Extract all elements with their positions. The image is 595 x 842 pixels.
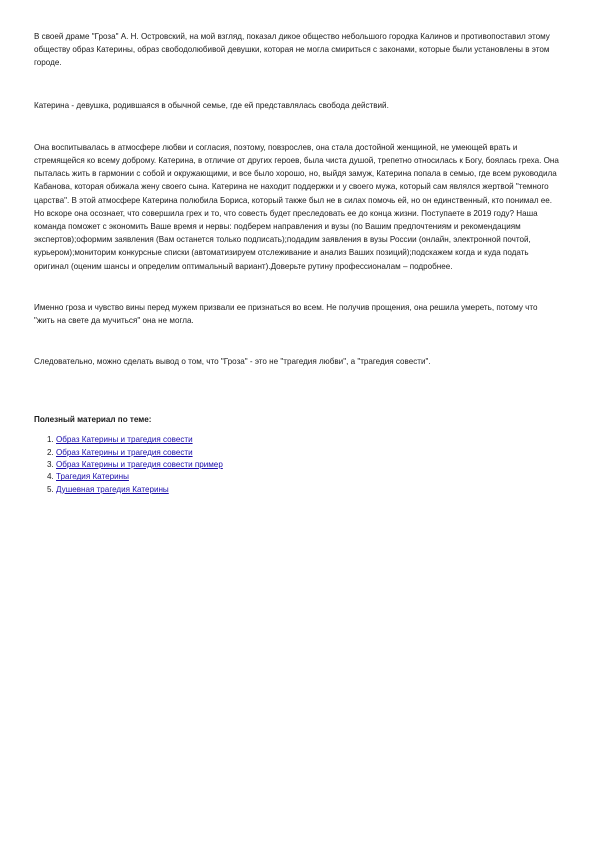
related-link-4[interactable]: Трагедия Катерины — [56, 472, 129, 482]
paragraph-conclusion: Следовательно, можно сделать вывод о том, что "Гроза" - это не "трагедия любви", а "трагедия совести". — [34, 357, 431, 367]
related-link-1[interactable]: Образ Катерины и трагедия совести — [56, 435, 193, 445]
related-link-5[interactable]: Душевная трагедия Катерины — [56, 484, 169, 494]
related-link-3[interactable]: Образ Катерины и трагедия совести пример — [56, 460, 223, 470]
paragraph-intro: В своей драме "Гроза" А. Н. Островский, на мой взгляд, показал дикое общество небольшого городка Калинов и противопоставил этому обществу образ Катерины, образ свободолюбивой девушки, которая не могла смириться с законами, которые были установлены в этом городе. — [34, 32, 550, 68]
related-title: Полезный материал по теме: — [34, 415, 152, 425]
paragraph-katerina-life: Она воспитывалась в атмосфере любви и согласия, поэтому, повзрослев, она стала достойной женщиной, не умеющей врать и стремящейся ко всему доброму. Катерина, в отличие от других героев, была чиста душой, трепетно относилась к Богу, боялась греха. Она пыталась жить в гармонии с собой и окружающими, и все было хорошо, но, выйдя замуж, Катерина попала в семью, где всем руководила Кабанова, которая обижала жену своего сына. Катерина не находит поддержки и у своего мужа, который сам являлся жертвой "темного царства". В этой атмосфере Катерина полюбила Бориса, который также был не в силах помочь ей, но он единственный, кто понимал ее. Но вскоре она осознает, что совершила грех и то, что совесть будет преследовать ее до конца жизни. Поступаете в 2019 году? Наша команда поможет с экономить Ваше время и нервы: подберем направления и вузы (по Вашим предпочтениям и рекомендациям экспертов);оформим заявления (Вам останется только подписать);подадим заявления в вузы России (онлайн, электронной почтой, курьером);мониторим конкурсные списки (автоматизируем отслеживание и анализ Ваших позиций);подскажем когда и куда подать оригинал (оценим шансы и определим оптимальный вариант).Доверьте рутину профессионалам – подробнее. — [34, 142, 559, 271]
list-item — [56, 484, 560, 496]
list-item — [56, 447, 560, 459]
list-item — [56, 459, 560, 471]
paragraph-katerina-origin: Катерина - девушка, родившаяся в обычной семье, где ей представлялась свобода действий. — [34, 100, 389, 110]
related-materials — [34, 415, 560, 495]
list-item — [56, 434, 560, 446]
related-link-2[interactable]: Образ Катерины и трагедия совести — [56, 447, 193, 457]
list-item — [56, 471, 560, 483]
document-page — [34, 30, 560, 496]
paragraph-confession: Именно гроза и чувство вины перед мужем призвали ее признаться во всем. Не получив прощения, она решила умереть, потому что "жить на свете да мучиться" она не могла. — [34, 302, 538, 326]
related-list — [34, 434, 560, 495]
